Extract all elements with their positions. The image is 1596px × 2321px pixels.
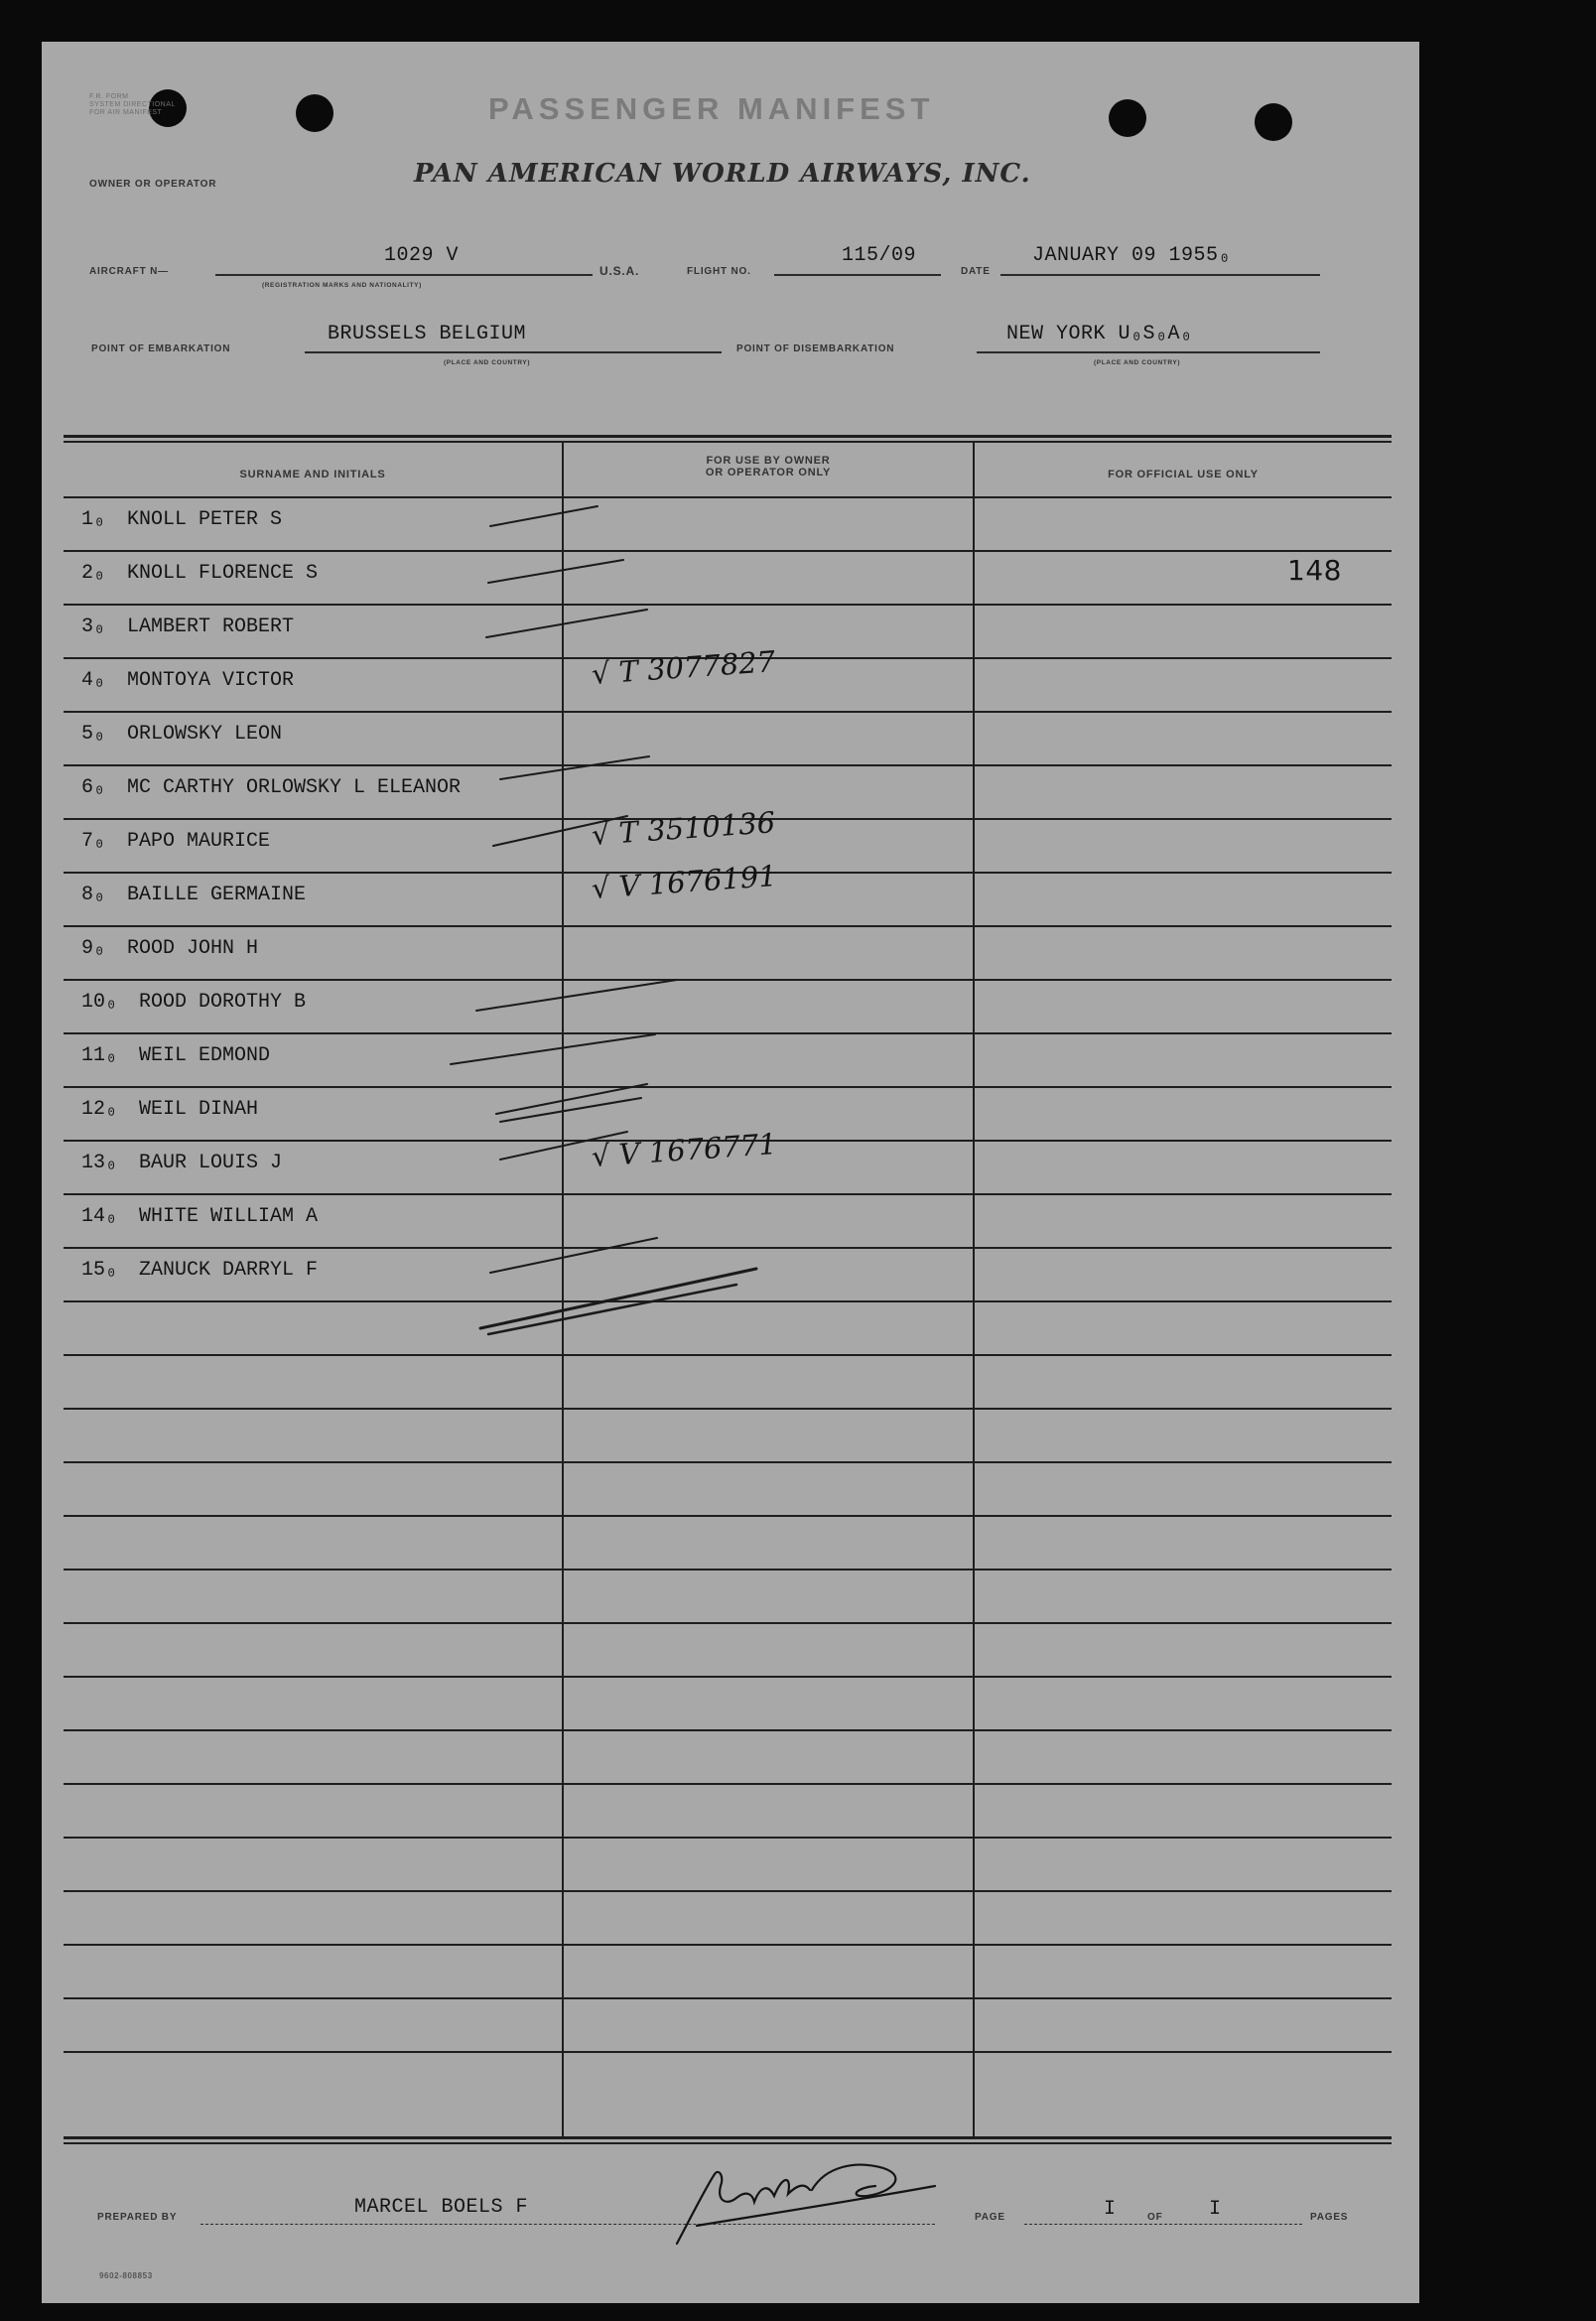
row-number: 10₀ (81, 991, 118, 1014)
row-number: 13₀ (81, 1152, 118, 1174)
pen-stroke (493, 816, 627, 846)
pen-stroke (500, 1132, 627, 1160)
column-header-operator-line: FOR USE BY OWNER (706, 455, 831, 467)
row-number: 7₀ (81, 830, 106, 853)
passenger-name: WHITE WILLIAM A (139, 1205, 319, 1228)
date-value: JANUARY 09 1955₀ (1032, 244, 1232, 267)
row-number: 8₀ (81, 884, 106, 906)
passenger-name: WEIL DINAH (139, 1098, 259, 1121)
pen-stroke (488, 1285, 736, 1334)
row-number: 2₀ (81, 562, 106, 585)
aircraft-label: AIRCRAFT N— (89, 266, 169, 277)
disembarkation-value: NEW YORK U₀S₀A₀ (1006, 323, 1193, 345)
passenger-name: MC CARTHY ORLOWSKY L ELEANOR (127, 776, 462, 799)
embarkation-value: BRUSSELS BELGIUM (328, 323, 527, 345)
passenger-name: ORLOWSKY LEON (127, 723, 283, 746)
form-stamp-line: F.R. FORM (89, 93, 129, 100)
pen-stroke (451, 1034, 655, 1064)
column-header-official: FOR OFFICIAL USE ONLY (1108, 469, 1259, 480)
pages-label: PAGES (1310, 2212, 1349, 2223)
operator-note: √ V 1676771 (590, 1126, 778, 1173)
column-header-surname: SURNAME AND INITIALS (239, 469, 386, 480)
page-label: PAGE (975, 2212, 1005, 2223)
manifest-sheet (42, 42, 1419, 2303)
owner-value: PAN AMERICAN WORLD AIRWAYS, INC. (414, 159, 1031, 189)
flight-value: 115/09 (842, 244, 917, 267)
of-value: I (1209, 2198, 1222, 2221)
pen-stroke (500, 756, 649, 779)
operator-note: √ V 1676191 (590, 858, 778, 905)
page-title: PASSENGER MANIFEST (488, 91, 935, 126)
row-number: 4₀ (81, 669, 106, 692)
passenger-name: ROOD DOROTHY B (139, 991, 307, 1014)
pen-stroke (488, 560, 623, 583)
operator-note: √ T 3510136 (590, 805, 777, 852)
embarkation-caption: (PLACE AND COUNTRY) (444, 359, 531, 366)
footer-rule (64, 2142, 1392, 2144)
official-note: 148 (1287, 554, 1342, 587)
disembarkation-caption: (PLACE AND COUNTRY) (1094, 359, 1181, 366)
form-stamp-line: FOR AIR MANIFEST (89, 109, 163, 116)
embarkation-label: POINT OF EMBARKATION (91, 343, 231, 354)
row-number: 12₀ (81, 1098, 118, 1121)
page-value: I (1104, 2198, 1117, 2221)
form-code: 9602-808853 (99, 2271, 153, 2280)
of-label: OF (1147, 2212, 1163, 2223)
row-number: 14₀ (81, 1205, 118, 1228)
row-number: 9₀ (81, 937, 106, 960)
row-number: 5₀ (81, 723, 106, 746)
aircraft-caption: (REGISTRATION MARKS AND NATIONALITY) (262, 282, 422, 289)
passenger-name: ROOD JOHN H (127, 937, 259, 960)
disembarkation-label: POINT OF DISEMBARKATION (736, 343, 895, 354)
pen-stroke (480, 1269, 756, 1328)
passenger-name: ZANUCK DARRYL F (139, 1259, 319, 1282)
page-underline (1024, 2224, 1302, 2225)
row-number: 11₀ (81, 1044, 118, 1067)
date-label: DATE (961, 266, 991, 277)
passenger-name: MONTOYA VICTOR (127, 669, 295, 692)
pen-stroke (486, 610, 647, 637)
prepared-by-value: MARCEL BOELS F (354, 2196, 529, 2219)
passenger-name: BAUR LOUIS J (139, 1152, 283, 1174)
pen-stroke (490, 506, 598, 526)
passenger-name: WEIL EDMOND (139, 1044, 271, 1067)
operator-note: √ T 3077827 (590, 644, 777, 691)
owner-label: OWNER OR OPERATOR (89, 179, 217, 190)
column-header-operator-line: OR OPERATOR ONLY (705, 467, 832, 478)
aircraft-value: 1029 V (384, 244, 460, 267)
signature (637, 2146, 955, 2255)
flight-label: FLIGHT NO. (687, 266, 751, 277)
passenger-name: KNOLL FLORENCE S (127, 562, 319, 585)
row-number: 1₀ (81, 508, 106, 531)
form-stamp-line: SYSTEM DIRECTIONAL (89, 101, 176, 108)
passenger-name: PAPO MAURICE (127, 830, 271, 853)
pen-stroke (490, 1238, 657, 1273)
footer-rule (64, 2136, 1392, 2139)
row-number: 15₀ (81, 1259, 118, 1282)
row-number: 3₀ (81, 615, 106, 638)
passenger-name: LAMBERT ROBERT (127, 615, 295, 638)
handwritten-marks (42, 42, 1419, 2303)
passenger-name: KNOLL PETER S (127, 508, 283, 531)
pen-stroke (476, 980, 677, 1011)
prepared-by-label: PREPARED BY (97, 2212, 178, 2223)
passenger-name: BAILLE GERMAINE (127, 884, 307, 906)
usa-label: U.S.A. (599, 264, 640, 278)
row-number: 6₀ (81, 776, 106, 799)
